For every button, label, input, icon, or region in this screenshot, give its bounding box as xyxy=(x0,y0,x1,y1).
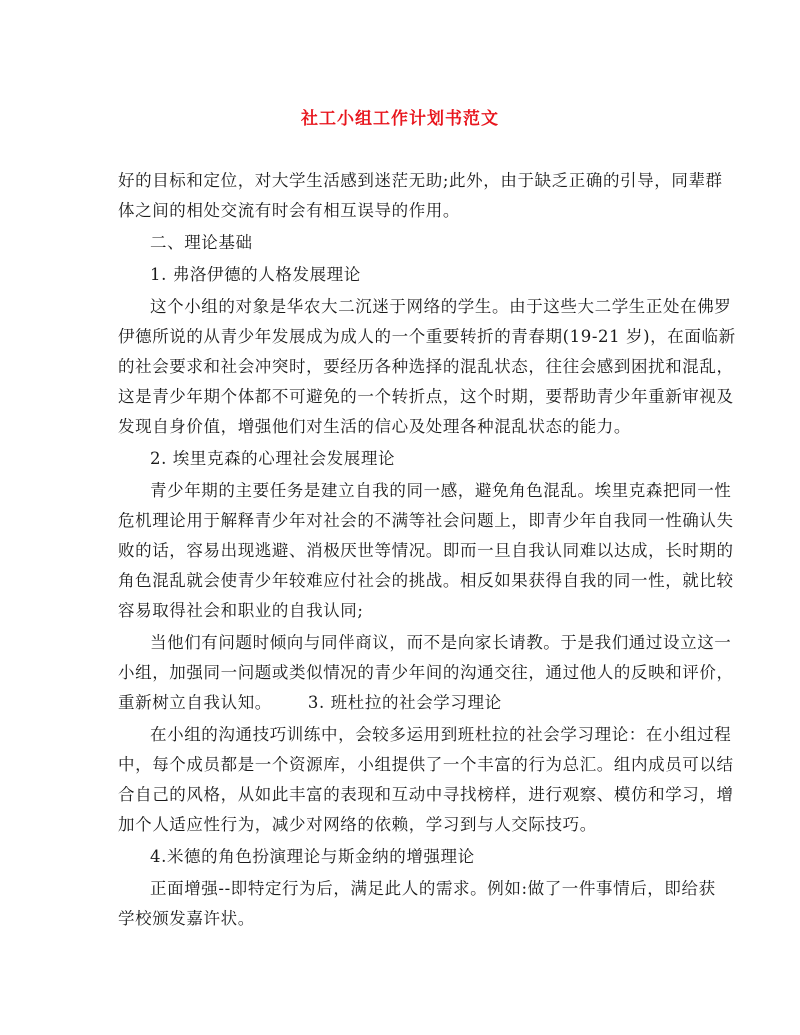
paragraph-text: 重新树立自我认知。 xyxy=(118,693,272,712)
paragraph-line: 好的目标和定位，对大学生活感到迷茫无助;此外，由于缺乏正确的引导，同辈群 xyxy=(118,171,723,190)
subsection-heading: 4.米德的角色扮演理论与斯金纳的增强理论 xyxy=(150,847,475,866)
paragraph-line: 这个小组的对象是华农大二沉迷于网络的学生。由于这些大二学生正处在佛罗 xyxy=(150,297,732,316)
paragraph-line: 的社会要求和社会冲突时，要经历各种选择的混乱状态，往往会感到困扰和混乱， xyxy=(118,357,734,376)
subsection-heading: 2. 埃里克森的心理社会发展理论 xyxy=(150,449,396,468)
paragraph-line: 学校颁发嘉许状。 xyxy=(118,909,255,928)
paragraph-line: 小组，加强同一问题或类似情况的青少年间的沟通交往，通过他人的反映和评价， xyxy=(118,663,734,682)
paragraph-line: 伊德所说的从青少年发展成为成人的一个重要转折的青春期(19-21 岁)，在面临新 xyxy=(118,327,736,346)
paragraph-line: 败的话，容易出现逃避、消极厌世等情况。即而一旦自我认同难以达成，长时期的 xyxy=(118,541,734,560)
subsection-heading: 3. 班杜拉的社会学习理论 xyxy=(307,693,502,712)
paragraph-line: 合自己的风格，从如此丰富的表现和互动中寻找榜样，进行观察、模仿和学习，增 xyxy=(118,785,734,804)
paragraph-line: 加个人适应性行为，减少对网络的依赖，学习到与人交际技巧。 xyxy=(118,815,597,834)
section-heading: 二、理论基础 xyxy=(150,233,253,252)
subsection-heading: 1. 弗洛伊德的人格发展理论 xyxy=(150,265,361,284)
paragraph-line: 当他们有问题时倾向与同伴商议，而不是向家长请教。于是我们通过设立这一 xyxy=(150,633,732,652)
paragraph-line-with-heading xyxy=(118,692,688,714)
paragraph-line: 在小组的沟通技巧训练中，会较多运用到班杜拉的社会学习理论：在小组过程 xyxy=(150,725,732,744)
paragraph-line: 中，每个成员都是一个资源库，小组提供了一个丰富的行为总汇。组内成员可以结 xyxy=(118,755,734,774)
paragraph-line: 青少年期的主要任务是建立自我的同一感，避免角色混乱。埃里克森把同一性 xyxy=(150,481,732,500)
document-title: 社工小组工作计划书范文 xyxy=(301,109,499,129)
paragraph-line: 体之间的相处交流有时会有相互误导的作用。 xyxy=(118,201,460,220)
paragraph-line: 容易取得社会和职业的自我认同; xyxy=(118,601,364,620)
paragraph-line: 发现自身价值，增强他们对生活的信心及处理各种混乱状态的能力。 xyxy=(118,417,631,436)
paragraph-line: 这是青少年期个体都不可避免的一个转折点，这个时期，要帮助青少年重新审视及 xyxy=(118,387,734,406)
paragraph-line: 正面增强--即特定行为后，满足此人的需求。例如:做了一件事情后，即给获 xyxy=(150,879,716,898)
paragraph-line: 危机理论用于解释青少年对社会的不满等社会问题上，即青少年自我同一性确认失 xyxy=(118,511,734,530)
paragraph-line: 角色混乱就会使青少年较难应付社会的挑战。相反如果获得自我的同一性，就比较 xyxy=(118,571,734,590)
